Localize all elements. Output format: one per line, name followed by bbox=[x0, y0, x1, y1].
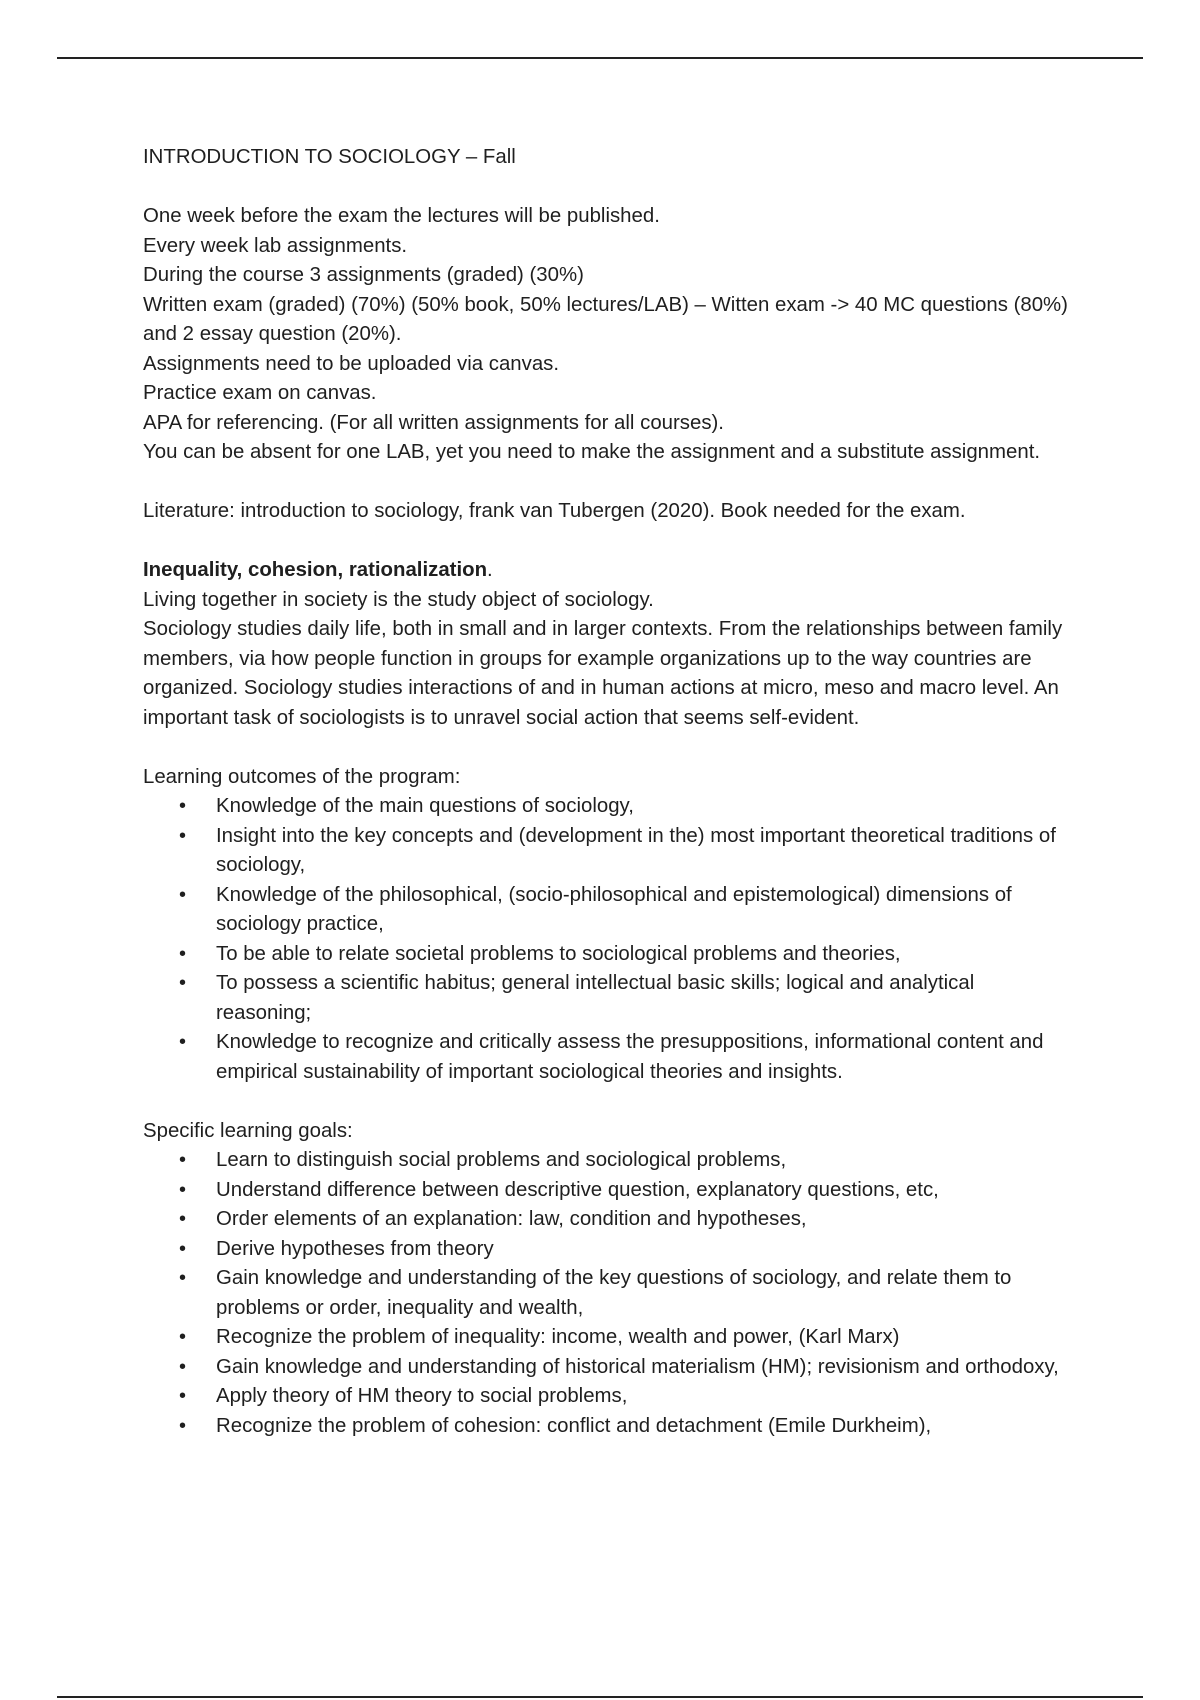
section-intro: Living together in society is the study object of sociology. bbox=[143, 588, 654, 611]
course-info-line: Written exam (graded) (70%) (50% book, 50% lectures/LAB) – Witten exam -> 40 MC questions (80%) and 2 essay question (20%). bbox=[143, 293, 1068, 345]
bullet-icon: • bbox=[179, 824, 187, 847]
list-item bbox=[179, 1235, 1073, 1265]
list-item-text: Recognize the problem of inequality: income, wealth and power, (Karl Marx) bbox=[216, 1326, 900, 1348]
spacer bbox=[143, 468, 1073, 498]
list-item-text: Learn to distinguish social problems and sociological problems, bbox=[216, 1149, 787, 1171]
bullet-icon: • bbox=[179, 1355, 187, 1378]
bullet-icon: • bbox=[179, 1237, 187, 1260]
list-item bbox=[179, 1264, 1073, 1323]
list-item-text: Understand difference between descriptive question, explanatory questions, etc, bbox=[216, 1178, 939, 1201]
list-item bbox=[179, 822, 1073, 881]
document-title: INTRODUCTION TO SOCIOLOGY – Fall bbox=[143, 146, 516, 168]
list-item bbox=[179, 1353, 1073, 1383]
bullet-icon: • bbox=[179, 1178, 187, 1201]
page-top-rule bbox=[57, 57, 1143, 59]
section-heading bbox=[143, 556, 1073, 586]
specific-goals-list bbox=[143, 1146, 1073, 1441]
list-item-text: Insight into the key concepts and (development in the) most important theoretical traditions of sociology, bbox=[216, 824, 1056, 876]
section-body: Sociology studies daily life, both in small and in larger contexts. From the relationships between family members, via how people function in groups for example organizations up to the way countries are organized. Sociology studies interactions of and in human actions at micro, meso and macro level. An important task of sociologists is to unravel social action that seems self-evident. bbox=[143, 618, 1063, 729]
bullet-icon: • bbox=[179, 1385, 187, 1407]
list-item-text: Order elements of an explanation: law, condition and hypotheses, bbox=[216, 1208, 807, 1230]
spacer bbox=[143, 173, 1073, 203]
bullet-icon: • bbox=[179, 1267, 187, 1289]
list-item bbox=[179, 881, 1073, 940]
list-item bbox=[179, 940, 1073, 970]
bullet-icon: • bbox=[179, 1031, 187, 1053]
list-item bbox=[179, 969, 1073, 1028]
course-info-line: Every week lab assignments. bbox=[143, 234, 408, 257]
bullet-icon: • bbox=[179, 795, 187, 817]
course-info-line: You can be absent for one LAB, yet you need to make the assignment and a substitute assignment. bbox=[143, 441, 1041, 463]
course-info-line: Assignments need to be uploaded via canvas. bbox=[143, 352, 560, 375]
list-item bbox=[179, 1146, 1073, 1176]
document-body bbox=[143, 143, 1073, 1441]
bullet-icon: • bbox=[179, 1414, 187, 1437]
bullet-icon: • bbox=[179, 1208, 187, 1230]
bullet-icon: • bbox=[179, 942, 187, 965]
course-info-line: One week before the exam the lectures will be published. bbox=[143, 205, 660, 227]
course-info-block bbox=[143, 202, 1073, 468]
list-item-text: Derive hypotheses from theory bbox=[216, 1237, 494, 1260]
spacer bbox=[143, 527, 1073, 557]
bullet-icon: • bbox=[179, 883, 187, 906]
list-item bbox=[179, 1323, 1073, 1353]
section-heading-period: . bbox=[487, 559, 493, 581]
literature-line: Literature: introduction to sociology, frank van Tubergen (2020). Book needed for the exam. bbox=[143, 500, 966, 522]
course-info-line: During the course 3 assignments (graded) (30%) bbox=[143, 264, 584, 286]
list-item-text: Knowledge of the main questions of sociology, bbox=[216, 795, 634, 817]
list-item-text: Gain knowledge and understanding of historical materialism (HM); revisionism and orthodoxy, bbox=[216, 1355, 1059, 1378]
list-item-text: Gain knowledge and understanding of the key questions of sociology, and relate them to problems or order, inequality and wealth, bbox=[216, 1267, 1012, 1319]
list-item-text: Knowledge to recognize and critically assess the presuppositions, informational content and empirical sustainability of important sociological theories and insights. bbox=[216, 1031, 1044, 1083]
bullet-icon: • bbox=[179, 972, 187, 994]
list-item-text: To be able to relate societal problems to sociological problems and theories, bbox=[216, 942, 901, 965]
list-item bbox=[179, 1412, 1073, 1442]
bullet-icon: • bbox=[179, 1149, 187, 1171]
list-item bbox=[179, 1028, 1073, 1087]
list-item-text: Apply theory of HM theory to social problems, bbox=[216, 1385, 628, 1407]
spacer bbox=[143, 1087, 1073, 1117]
section-heading-text: Inequality, cohesion, rationalization bbox=[143, 559, 488, 581]
learning-outcomes-list bbox=[143, 792, 1073, 1087]
list-item bbox=[179, 1176, 1073, 1206]
list-item bbox=[179, 792, 1073, 822]
list-item-text: To possess a scientific habitus; general intellectual basic skills; logical and analytical reasoning; bbox=[216, 972, 975, 1024]
bullet-icon: • bbox=[179, 1326, 187, 1348]
list-item-text: Knowledge of the philosophical, (socio-philosophical and epistemological) dimensions of sociology practice, bbox=[216, 883, 1012, 935]
list-item bbox=[179, 1382, 1073, 1412]
list-item bbox=[179, 1205, 1073, 1235]
course-info-line: APA for referencing. (For all written assignments for all courses). bbox=[143, 411, 724, 434]
learning-outcomes-label: Learning outcomes of the program: bbox=[143, 765, 461, 788]
course-info-line: Practice exam on canvas. bbox=[143, 382, 377, 404]
specific-goals-label: Specific learning goals: bbox=[143, 1119, 353, 1142]
list-item-text: Recognize the problem of cohesion: conflict and detachment (Emile Durkheim), bbox=[216, 1414, 932, 1437]
spacer bbox=[143, 733, 1073, 763]
page-bottom-rule bbox=[57, 1696, 1143, 1698]
